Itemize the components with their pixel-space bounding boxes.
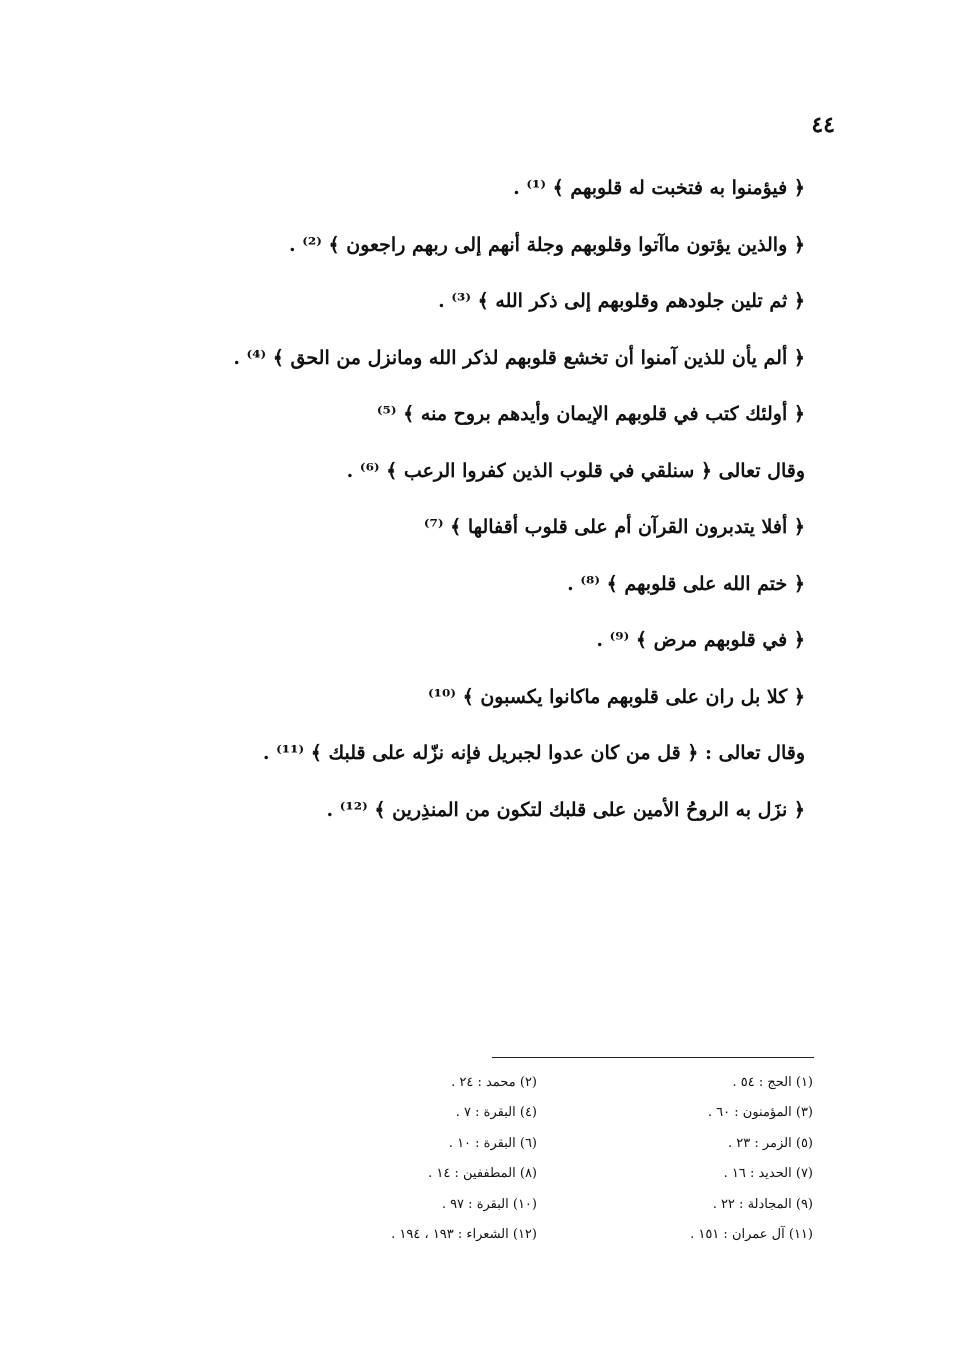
verse-line: ﴿ ختم الله على قلوبهم ﴾ ⁽⁸⁾ . <box>567 572 805 595</box>
footnote: (١٠) البقرة : ٩٧ . <box>441 1196 537 1212</box>
footnote: (١) الحج : ٥٤ . <box>732 1075 813 1090</box>
verse-line: ﴿ أفلا يتدبرون القرآن أم على قلوب أقفالها ﴾ ⁽⁷⁾ <box>423 516 805 538</box>
footnote: (٢) محمد : ٢٤ . <box>451 1075 537 1090</box>
verse-line: ﴿ ألم يأن للذين آمنوا أن تخشع قلوبهم لذكر الله ومانزل من الحق ﴾ ⁽⁴⁾ . <box>233 346 805 369</box>
footnote-divider <box>492 1057 814 1058</box>
verse-line: ﴿ فيؤمنوا به فتخبت له قلوبهم ﴾ ⁽¹⁾ . <box>513 177 805 199</box>
page-number: ٤٤ <box>811 112 835 138</box>
footnotes <box>293 1068 813 1250</box>
verse-list <box>85 160 805 838</box>
footnote: (١٢) الشعراء : ١٩٣ ، ١٩٤ . <box>391 1226 537 1242</box>
footnote: (٧) الحديد : ١٦ . <box>723 1166 813 1182</box>
verse-line: ﴿ كلا بل ران على قلوبهم ماكانوا يكسبون ﴾ ⁽¹⁰⁾ <box>427 685 805 708</box>
verse-line: ﴿ أولئك كتب في قلوبهم الإيمان وأيدهم بروح منه ﴾ ⁽⁵⁾ <box>376 403 805 425</box>
verse-line: وقال تعالى : ﴿ قل من كان عدوا لجبريل فإنه نزّله على قلبك ﴾ ⁽¹¹⁾ . <box>262 742 805 764</box>
footnote: (٨) المطففين : ١٤ . <box>428 1166 537 1182</box>
footnote: (٥) الزمر : ٢٣ . <box>727 1135 813 1151</box>
verse-line: ﴿ ثم تلين جلودهم وقلوبهم إلى ذكر الله ﴾ ⁽³⁾ . <box>438 290 805 312</box>
verse-line: ﴿ في قلوبهم مرض ﴾ ⁽⁹⁾ . <box>596 629 805 651</box>
footnote: (٤) البقرة : ٧ . <box>455 1105 537 1121</box>
footnote: (٦) البقرة : ١٠ . <box>448 1135 537 1151</box>
footnote: (٩) المجادلة : ٢٢ . <box>712 1196 813 1212</box>
footnote: (٣) المؤمنون : ٦٠ . <box>707 1105 813 1121</box>
verse-line: ﴿ نزَل به الروحُ الأمين على قلبك لتكون من المنذِرين ﴾ ⁽¹²⁾ . <box>326 798 805 821</box>
footnote: (١١) آل عمران : ١٥١ . <box>690 1226 813 1242</box>
verse-line: ﴿ والذين يؤتون ماآتوا وقلوبهم وجلة أنهم إلى ربهم راجعون ﴾ ⁽²⁾ . <box>289 233 805 256</box>
verse-line: وقال تعالى ﴿ سنلقي في قلوب الذين كفروا الرعب ﴾ ⁽⁶⁾ . <box>346 459 805 482</box>
